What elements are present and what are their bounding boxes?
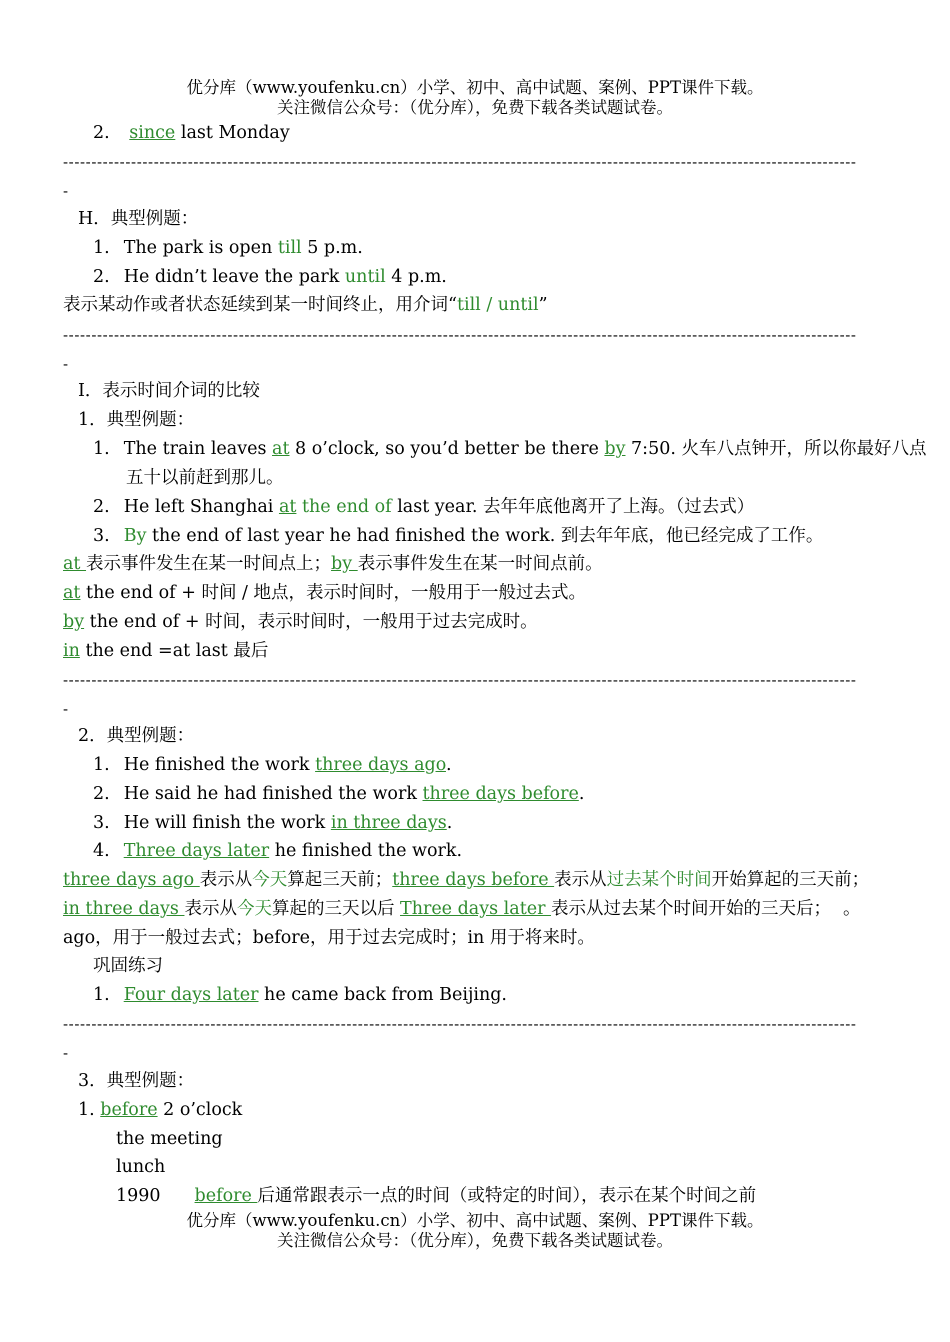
separator-tail: - xyxy=(63,355,69,373)
keyword-past-time: 过去某个时间 xyxy=(606,870,712,890)
page-footer-line1: 优分库（www.youfenku.cn）小学、初中、高中试题、案例、PPT课件下载。 xyxy=(186,1211,764,1230)
note-text: the end =at last 最后 xyxy=(79,641,269,661)
keyword-since: since xyxy=(129,123,176,143)
practice-title: 巩固练习 xyxy=(93,956,163,976)
keyword-by: By xyxy=(123,526,147,546)
keyword-at: at xyxy=(278,497,297,517)
keyword-in-three-days: in three days xyxy=(63,899,185,919)
item-number: 3. xyxy=(93,813,110,833)
keyword-three-days-before: three days before xyxy=(422,784,579,804)
section-i-example-1 xyxy=(93,438,926,460)
keyword-three-days-before: three days before xyxy=(392,870,555,890)
item-text: last year. 去年年底他离开了上海。（过去式） xyxy=(391,497,755,517)
section-3-line-year xyxy=(116,1185,756,1207)
item-text: The park is open xyxy=(123,238,278,258)
item-text: the end of last year he had finished the work. 到去年年底，他已经完成了工作。 xyxy=(146,526,824,546)
keyword-three-days-later: Three days later xyxy=(123,841,270,861)
section-i-note-2 xyxy=(63,582,586,604)
item-text: 4 p.m. xyxy=(385,267,447,287)
item-text: 后通常跟表示一点的时间（或特定的时间），表示在某个时间之前 xyxy=(257,1186,757,1206)
note-text: the end of + 时间，表示时间时，一般用于过去完成时。 xyxy=(84,612,538,632)
item-number: 1. xyxy=(93,985,110,1005)
separator-line: -------------------------------------------------------------------------------------------------------------------------------------------- xyxy=(63,326,857,344)
keyword-in-three-days: in three days xyxy=(330,813,447,833)
section-i-note-1 xyxy=(63,553,603,575)
keyword-the-end-of: the end of xyxy=(296,497,392,517)
keyword-by: by xyxy=(331,554,358,574)
keyword-today: 今天 xyxy=(252,870,288,890)
practice-item-1 xyxy=(93,984,507,1006)
keyword-three-days-later: Three days later xyxy=(400,899,552,919)
page-header-line2: 关注微信公众号：（优分库），免费下载各类试题试卷。 xyxy=(277,98,673,117)
keyword-till-until: till / until xyxy=(456,295,539,315)
item-number: 2. xyxy=(93,267,110,287)
note-text: 表示事件发生在某一时间点上； xyxy=(86,554,332,574)
item-number: 3. xyxy=(93,526,110,546)
page-footer-line2: 关注微信公众号：（优分库），免费下载各类试题试卷。 xyxy=(277,1231,673,1250)
separator-tail: - xyxy=(63,1044,69,1062)
note-text: 表示从 xyxy=(554,870,607,890)
section-2-example-3 xyxy=(93,812,452,834)
note-text: 开始算起的三天前； xyxy=(711,870,870,890)
item-number: 4. xyxy=(93,841,110,861)
separator-line: -------------------------------------------------------------------------------------------------------------------------------------------- xyxy=(63,1015,857,1033)
item-number: 2. xyxy=(93,497,110,517)
keyword-till: till xyxy=(277,238,302,258)
item-text: He left Shanghai xyxy=(123,497,279,517)
keyword-by: by xyxy=(604,439,626,459)
keyword-at: at xyxy=(63,583,81,603)
note-text: ” xyxy=(538,295,548,315)
section-i-example-1-cont: 五十以前赶到那儿。 xyxy=(126,468,284,488)
item-text: . xyxy=(578,784,585,804)
item-text: 7:50. 火车八点钟开，所以你最好八点 xyxy=(625,439,927,459)
item-text: He finished the work xyxy=(123,755,316,775)
section-3-line-meeting: the meeting xyxy=(116,1129,223,1149)
item-text: He didn’t leave the park xyxy=(123,267,345,287)
item-text: last Monday xyxy=(175,123,290,143)
item-number: 1. xyxy=(93,238,110,258)
section-2-example-4 xyxy=(93,840,462,862)
section-2-example-2 xyxy=(93,783,584,805)
keyword-by: by xyxy=(63,612,85,632)
note-text: 表示从过去某个时间开始的三天后； xyxy=(551,899,832,919)
keyword-at: at xyxy=(63,554,87,574)
item-text: he finished the work. xyxy=(269,841,463,861)
note-text: 表示从 xyxy=(184,899,237,919)
section-i-title: I．表示时间介词的比较 xyxy=(78,381,260,401)
section-3-title: 3．典型例题： xyxy=(78,1071,195,1091)
section-2-note-1 xyxy=(63,869,869,891)
item-text: 5 p.m. xyxy=(301,238,363,258)
item-text: The train leaves xyxy=(123,439,273,459)
note-text: 表示从 xyxy=(199,870,253,890)
keyword-at: at xyxy=(272,439,290,459)
section-h-example-1 xyxy=(93,237,363,259)
item-number: 1. xyxy=(93,439,110,459)
item-text: he came back from Beijing. xyxy=(258,985,507,1005)
item-text: 2 o’clock xyxy=(157,1100,243,1120)
year-text: 1990 xyxy=(116,1186,161,1206)
page-header-line1: 优分库（www.youfenku.cn）小学、初中、高中试题、案例、PPT课件下载。 xyxy=(186,78,764,97)
note-text: the end of + 时间 / 地点，表示时间时，一般用于一般过去式。 xyxy=(80,583,586,603)
keyword-four-days-later: Four days later xyxy=(123,985,259,1005)
keyword-before: before xyxy=(100,1100,158,1120)
section-i-sub-title: 1．典型例题： xyxy=(78,410,195,430)
keyword-in: in xyxy=(63,641,80,661)
item-text: He will finish the work xyxy=(123,813,331,833)
keyword-today: 今天 xyxy=(236,899,272,919)
separator-line: -------------------------------------------------------------------------------------------------------------------------------------------- xyxy=(63,153,857,171)
section-h-note xyxy=(63,294,548,316)
section-2-title: 2．典型例题： xyxy=(78,726,195,746)
section-i-example-3 xyxy=(93,525,823,547)
item-number: 2. xyxy=(93,123,110,143)
item-text: . xyxy=(445,755,452,775)
section-h-title: H．典型例题： xyxy=(78,209,199,229)
separator-tail: - xyxy=(63,700,69,718)
note-text: 算起三天前； xyxy=(287,870,393,890)
keyword-three-days-ago: three days ago xyxy=(63,870,200,890)
keyword-three-days-ago: three days ago xyxy=(315,755,446,775)
section-i-note-4 xyxy=(63,640,268,662)
section-3-example-1 xyxy=(78,1099,242,1121)
item-number: 1. xyxy=(93,755,110,775)
section-h-example-2 xyxy=(93,266,447,288)
item-number: 1. xyxy=(78,1100,101,1120)
note-text: 表示某动作或者状态延续到某一时间终止，用介词“ xyxy=(63,295,457,315)
item-text: He said he had finished the work xyxy=(123,784,423,804)
item-text: 8 o’clock, so you’d better be there xyxy=(289,439,605,459)
note-text: 算起的三天以后 xyxy=(271,899,401,919)
separator-tail: - xyxy=(63,182,69,200)
section-2-note-2 xyxy=(63,898,861,920)
item-number: 2. xyxy=(93,784,110,804)
section-3-line-lunch: lunch xyxy=(116,1157,166,1177)
separator-line: -------------------------------------------------------------------------------------------------------------------------------------------- xyxy=(63,671,857,689)
keyword-until: until xyxy=(344,267,386,287)
keyword-before: before xyxy=(194,1186,258,1206)
section-2-example-1 xyxy=(93,754,452,776)
section-i-note-3 xyxy=(63,611,538,633)
section-2-note-3: ago，用于一般过去式；before，用于过去完成时；in 用于将来时。 xyxy=(63,928,595,948)
item-text: . xyxy=(446,813,453,833)
top-item xyxy=(93,122,290,144)
note-text: 表示事件发生在某一时间点前。 xyxy=(357,554,603,574)
note-text: 。 xyxy=(843,899,861,919)
section-i-example-2 xyxy=(93,496,754,518)
